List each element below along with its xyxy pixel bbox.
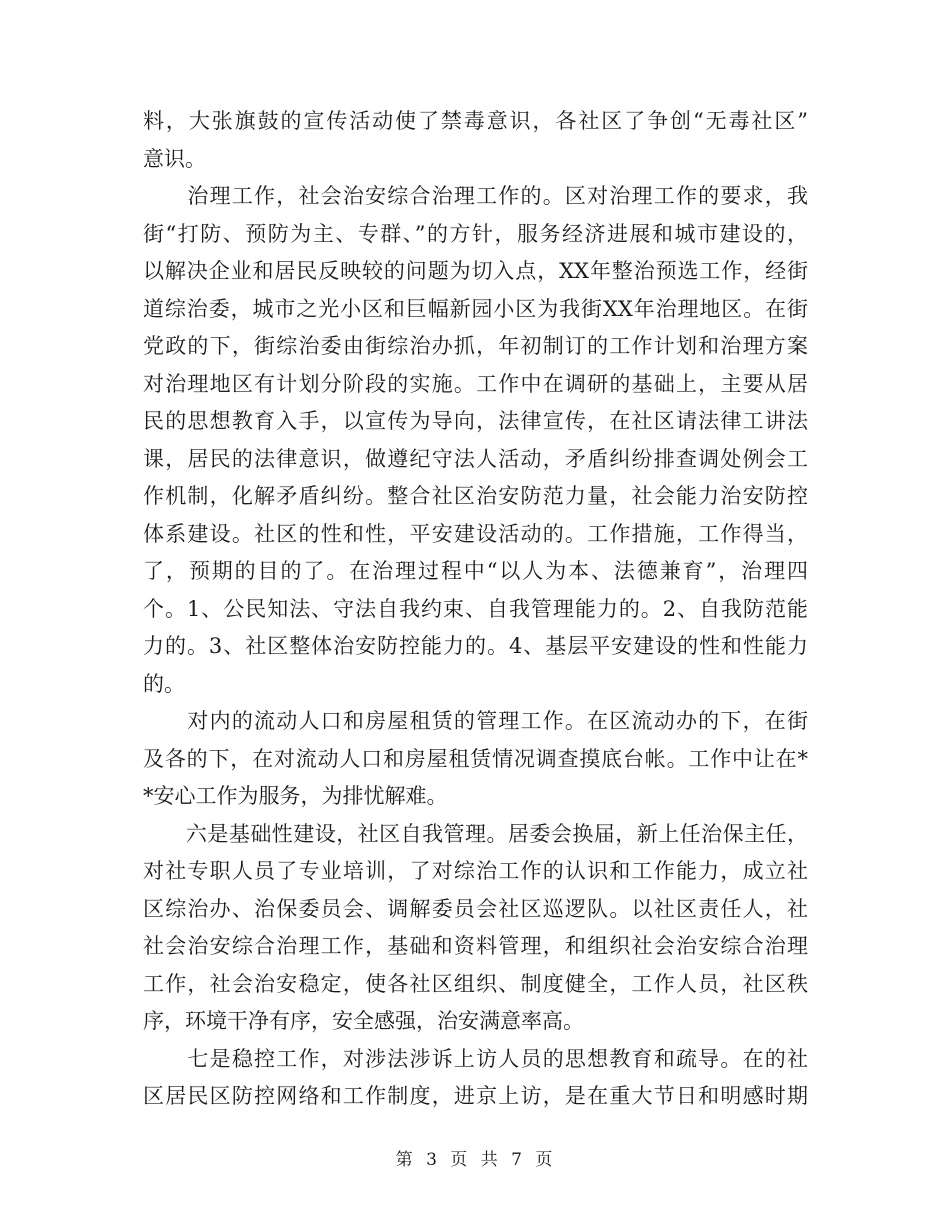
text-line: 体系建设。社区的性和性，平安建设活动的。工作措施，工作得当， [143,521,808,546]
page-number-footer: 第 3 页 共 7 页 [395,1150,555,1170]
text-line: 及各的下，在对流动人口和房屋租赁情况调查摸底台帐。工作中让在* [143,746,808,771]
document-body [143,103,808,1116]
text-line: 街“打防、预防为主、专群、”的方针，服务经济进展和城市建设的， [143,221,808,246]
text-line: 民的思想教育入手，以宣传为导向，法律宣传，在社区请法律工讲法 [143,409,808,433]
text-line: 课，居民的法律意识，做遵纪守法人活动，矛盾纠纷排查调处例会工 [143,446,808,471]
text-line: 道综治委，城市之光小区和巨幅新园小区为我街XX年治理地区。在街 [143,296,808,321]
text-line: 对治理地区有计划分阶段的实施。工作中在调研的基础上，主要从居 [143,371,808,396]
text-line: 意识。 [143,146,206,171]
text-line: 党政的下，街综治委由街综治办抓，年初制订的工作计划和治理方案 [143,334,808,358]
text-line: 了，预期的目的了。在治理过程中“以人为本、法德兼育”，治理四 [143,559,808,583]
text-line: *安心工作为服务，为排忧解难。 [143,784,448,808]
text-line: 序，环境干净有序，安全感强，治安满意率高。 [143,1009,584,1033]
text-line: 六是基础性建设，社区自我管理。居委会换届，新上任治保主任， [143,821,808,846]
text-line: 对社专职人员了专业培训，了对综治工作的认识和工作能力，成立社 [143,859,808,883]
text-line: 作机制，化解矛盾纠纷。整合社区治安防范力量，社会能力治安防控 [143,484,808,508]
text-line: 个。1、公民知法、守法自我约束、自我管理能力的。2、自我防范能 [143,596,808,621]
text-line: 区综治办、治保委员会、调解委员会社区巡逻队。以社区责任人，社 [143,896,808,921]
text-line: 七是稳控工作，对涉法涉诉上访人员的思想教育和疏导。在的社 [143,1046,808,1071]
text-line: 的。 [143,671,185,696]
text-line: 区居民区防控网络和工作制度，进京上访，是在重大节日和明感时期 [143,1084,808,1108]
text-line: 工作，社会治安稳定，使各社区组织、制度健全，工作人员，社区秩 [143,971,808,996]
text-line: 以解决企业和居民反映较的问题为切入点，XX年整治预选工作，经街 [143,259,808,283]
text-line: 社会治安综合治理工作，基础和资料管理，和组织社会治安综合治理 [143,934,808,958]
text-line: 力的。3、社区整体治安防控能力的。4、基层平安建设的性和性能力 [143,634,808,658]
text-line: 对内的流动人口和房屋租赁的管理工作。在区流动办的下，在街 [143,709,808,733]
text-line: 治理工作，社会治安综合治理工作的。区对治理工作的要求，我 [143,184,808,208]
text-line: 料，大张旗鼓的宣传活动使了禁毒意识，各社区了争创“无毒社区” [143,109,808,133]
